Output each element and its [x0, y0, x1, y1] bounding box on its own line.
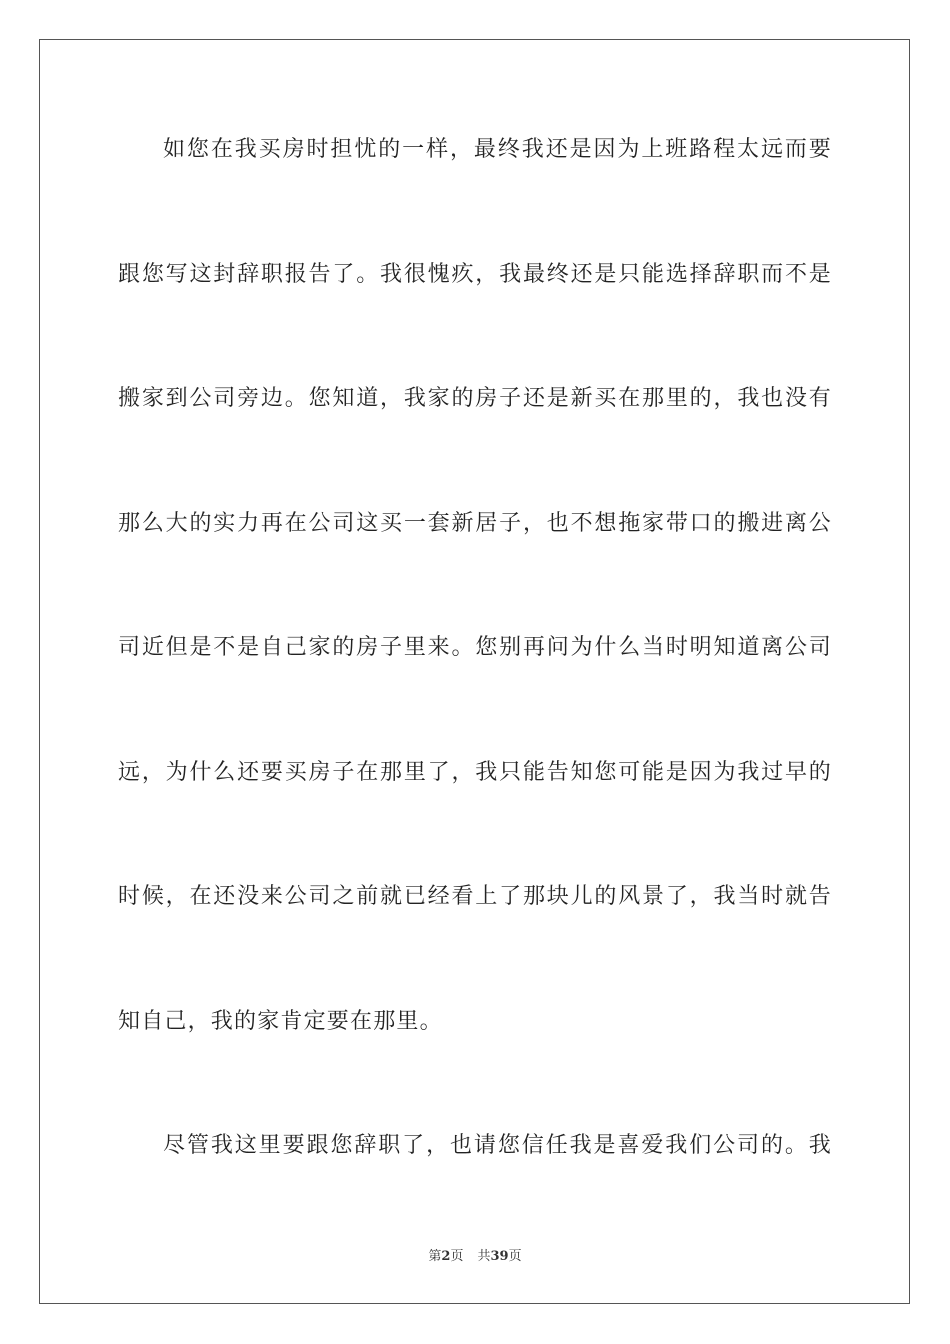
- paragraph-1-line-8: 知自己，我的家肯定要在那里。: [118, 1009, 443, 1034]
- paragraph-1-line-7: 时候，在还没来公司之前就已经看上了那块儿的风景了，我当时就告: [118, 884, 832, 909]
- paragraph-1-line-3: 搬家到公司旁边。您知道，我家的房子还是新买在那里的，我也没有: [118, 386, 832, 411]
- total-suffix: 页: [508, 1249, 522, 1264]
- page-number: 2: [441, 1249, 451, 1264]
- page-prefix: 第: [428, 1249, 442, 1264]
- paragraph-1-line-1: 如您在我买房时担忧的一样，最终我还是因为上班路程太远而要: [163, 137, 832, 162]
- total-pages: 39: [490, 1249, 509, 1264]
- paragraph-1-line-4: 那么大的实力再在公司这买一套新居子，也不想拖家带口的搬进离公: [118, 511, 832, 536]
- paragraph-1-line-5: 司近但是不是自己家的房子里来。您别再问为什么当时明知道离公司: [118, 635, 832, 660]
- paragraph-1-line-6: 远，为什么还要买房子在那里了，我只能告知您可能是因为我过早的: [118, 760, 832, 785]
- paragraph-2-line-1: 尽管我这里要跟您辞职了，也请您信任我是喜爱我们公司的。我: [163, 1133, 832, 1158]
- page-frame: [39, 39, 910, 1304]
- page-suffix: 页: [450, 1249, 464, 1264]
- total-prefix: 共: [477, 1249, 491, 1264]
- paragraph-1-line-2: 跟您写这封辞职报告了。我很愧疚，我最终还是只能选择辞职而不是: [118, 262, 832, 287]
- page-footer: [0, 1248, 950, 1266]
